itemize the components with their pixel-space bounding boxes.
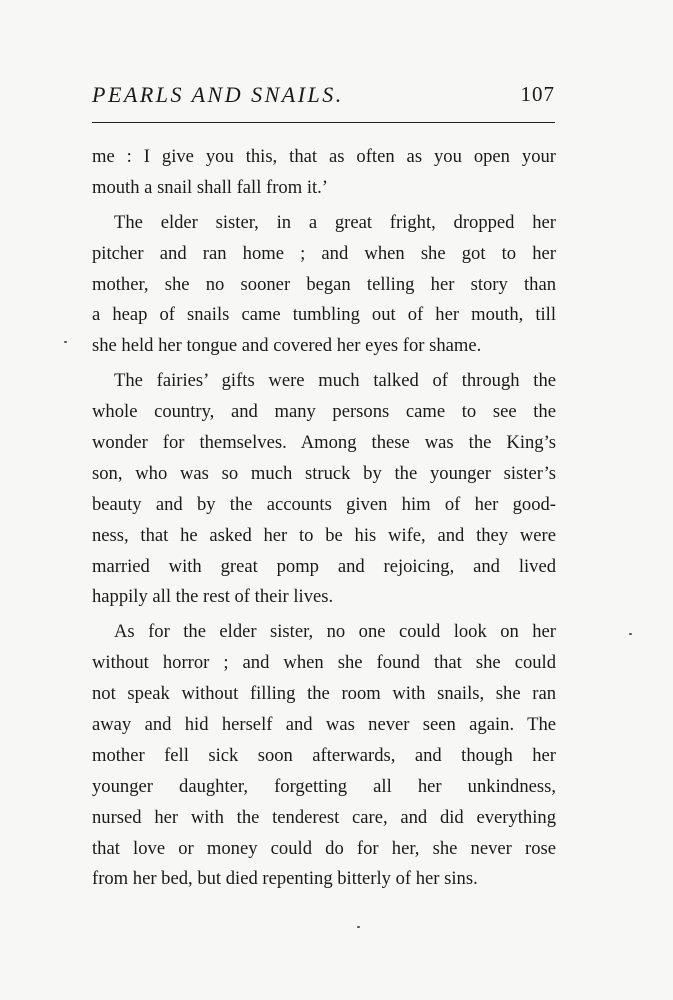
paragraph (92, 208, 556, 362)
text-line: mother fell sick soon afterwards, and though her (92, 744, 556, 766)
text-line: pitcher and ran home ; and when she got to her (92, 242, 556, 264)
text-line: As for the elder sister, no one could look on her (114, 621, 556, 643)
body-text (92, 142, 556, 895)
text-line: that love or money could do for her, she never rose (92, 837, 556, 859)
header-rule (92, 122, 555, 123)
margin-speck (64, 341, 67, 343)
text-line: married with great pomp and rejoicing, and lived (92, 555, 556, 577)
text-line: without horror ; and when she found that she could (92, 652, 556, 674)
text-line: The elder sister, in a great fright, dropped her (114, 211, 556, 233)
margin-speck (629, 633, 632, 635)
text-line: away and hid herself and was never seen again. The (92, 714, 556, 736)
text-line: me : I give you this, that as often as you open your (92, 146, 556, 167)
text-line: happily all the rest of their lives. (92, 586, 334, 608)
text-line: The fairies’ gifts were much talked of through the (114, 370, 556, 392)
text-line: ness, that he asked her to be his wife, and they were (92, 524, 556, 546)
text-line: she held her tongue and covered her eyes for shame. (92, 335, 482, 357)
page-number: 107 (520, 82, 555, 106)
text-line: younger daughter, forgetting all her unkindness, (92, 775, 556, 797)
paragraph (92, 142, 556, 204)
running-title: PEARLS AND SNAILS. (92, 82, 344, 107)
paragraph (92, 366, 556, 613)
text-line: son, who was so much struck by the younger sister’s (92, 462, 556, 484)
text-line: whole country, and many persons came to see the (92, 401, 556, 423)
page-header (0, 82, 555, 112)
text-line: not speak without filling the room with snails, she ran (92, 683, 556, 705)
text-line: mother, she no sooner began telling her story than (92, 273, 556, 295)
text-line: mouth a snail shall fall from it.’ (92, 176, 328, 198)
text-line: a heap of snails came tumbling out of her mouth, till (92, 304, 556, 326)
margin-speck (357, 926, 360, 928)
text-line: beauty and by the accounts given him of her good- (92, 493, 556, 515)
paragraph (92, 617, 556, 895)
text-line: wonder for themselves. Among these was the King’s (92, 432, 556, 454)
text-line: from her bed, but died repenting bitterly of her sins. (92, 868, 478, 890)
text-line: nursed her with the tenderest care, and did everything (92, 806, 556, 828)
